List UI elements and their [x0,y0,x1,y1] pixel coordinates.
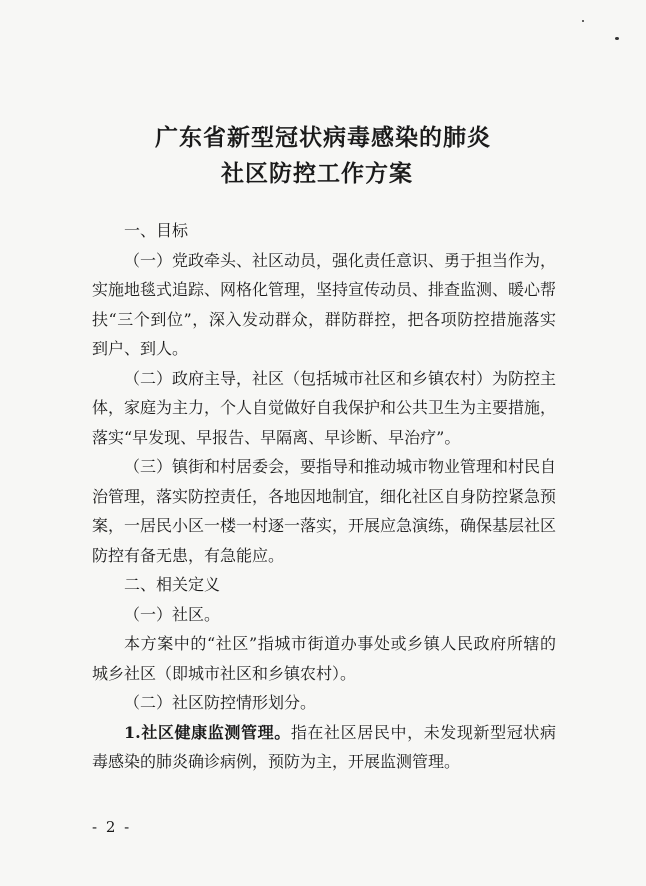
scan-speck [615,37,619,40]
page-number: - 2 - [92,818,132,836]
title-line-2: 社区防控工作方案 [221,160,413,187]
document-title [0,120,646,192]
section-heading-definitions: 二、相关定义 [124,575,221,594]
scan-speck [582,20,584,22]
goal-paragraph-3: （三）镇街和村居委会，要指导和推动城市物业管理和村民自治管理，落实防控责任，各地因地制宜，细化社区自身防控紧急预案，一居民小区一楼一村逐一落实，开展应急演练，确保基层社区防控有备无患，有急能应。 [92,457,557,565]
item-health-monitoring-title: 1.社区健康监测管理。 [124,722,291,742]
goal-paragraph-2: （二）政府主导，社区（包括城市社区和乡镇农村）为防控主体，家庭为主力，个人自觉做好自我保护和公共卫生为主要措施，落实“早发现、早报告、早隔离、早诊断、早治疗”。 [92,368,557,447]
goal-paragraph-1: （一）党政牵头、社区动员，强化责任意识、勇于担当作为，实施地毯式追踪、网格化管理，坚持宣传动员、排查监测、暖心帮扶“三个到位”，深入发动群众，群防群控，把各项防控措施落实到户、到人。 [92,250,557,358]
section-heading-goals: 一、目标 [124,221,189,240]
item-health-monitoring [92,718,556,777]
subsection-situation-division: （二）社区防控情形划分。 [124,693,317,712]
subsection-community: （一）社区。 [124,604,221,624]
title-line-1: 广东省新型冠状病毒感染的肺炎 [155,124,491,151]
community-definition-paragraph: 本方案中的“社区”指城市街道办事处或乡镇人民政府所辖的城乡社区（即城市社区和乡镇农村）。 [92,634,556,683]
document-body [92,216,556,777]
item-health-monitoring-text: 指在社区居民中，未发现新型冠状病毒感染的肺炎确诊病例，预防为主，开展监测管理。 [92,722,556,771]
